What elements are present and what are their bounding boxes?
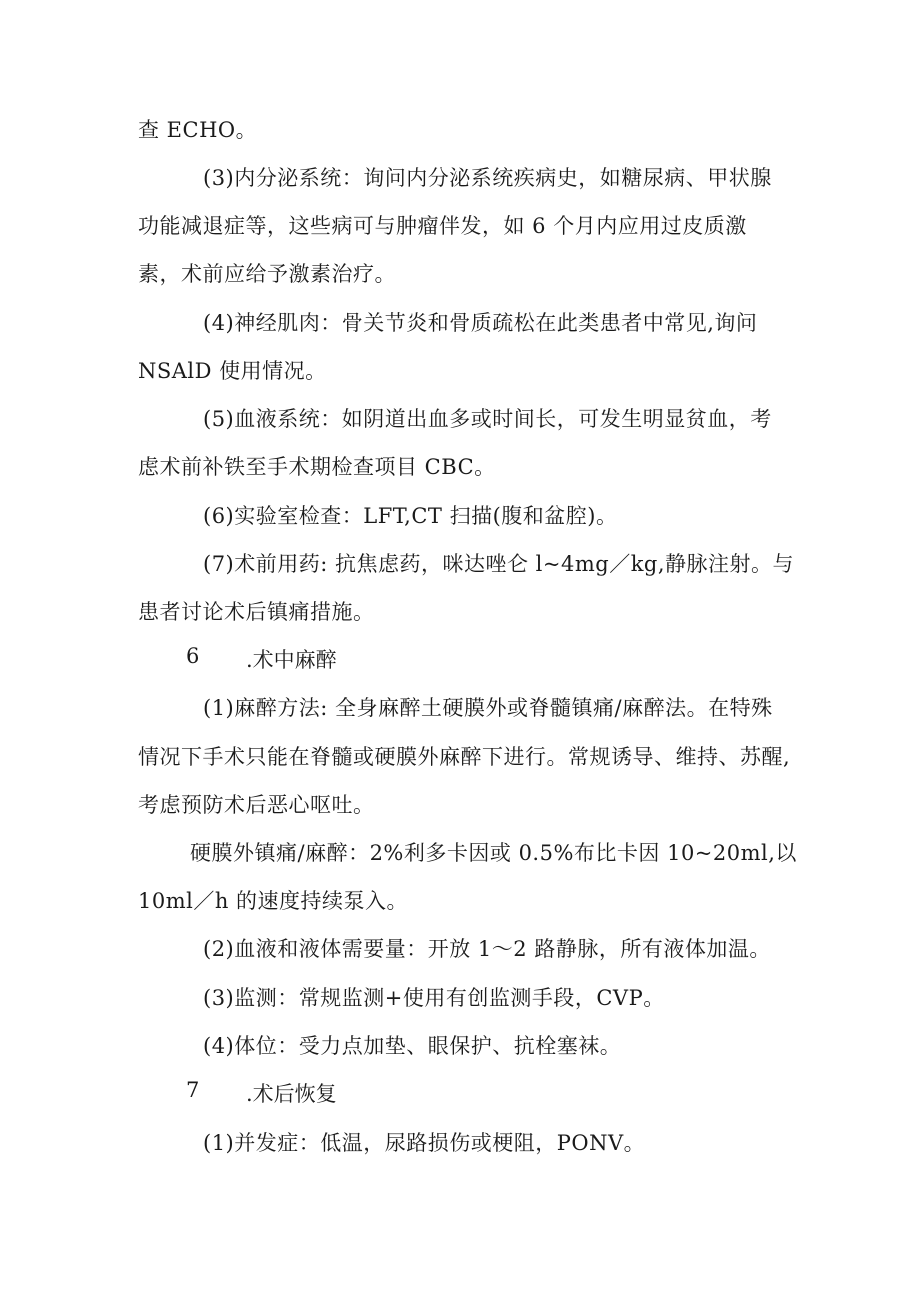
heading-title: .术中麻醉 [246, 648, 337, 672]
text-line: (4)神经肌肉：骨关节炎和骨质疏松在此类患者中常见,询问 [203, 311, 758, 335]
text-line: NSAlD 使用情况。 [138, 359, 327, 383]
text-line: 10ml／h 的速度持续泵入。 [138, 889, 409, 913]
text-line: (3)监测：常规监测+使用有创监测手段，CVP。 [203, 986, 665, 1010]
text-line: (3)内分泌系统：询问内分泌系统疾病史，如糖尿病、甲状腺 [203, 166, 772, 190]
text-line: 患者讨论术后镇痛措施。 [138, 600, 375, 624]
text-line: 素，术前应给予激素治疗。 [138, 262, 396, 286]
text-line: (1)并发症：低温，尿路损伤或梗阻，PONV。 [203, 1131, 646, 1155]
text-line: 情况下手术只能在脊髓或硬膜外麻醉下进行。常规诱导、维持、苏醒, [138, 745, 791, 769]
text-line: (4)体位：受力点加垫、眼保护、抗栓塞袜。 [203, 1034, 622, 1058]
text-line: (2)血液和液体需要量：开放 1～2 路静脉，所有液体加温。 [203, 937, 771, 961]
text-line: (5)血液系统：如阴道出血多或时间长，可发生明显贫血，考 [203, 407, 772, 431]
text-line: 功能减退症等，这些病可与肿瘤伴发，如 6 个月内应用过皮质激 [138, 214, 747, 238]
text-line: 查 ECHO。 [138, 118, 258, 142]
text-line: 虑术前补铁至手术期检查项目 CBC。 [138, 455, 496, 479]
text-line: (7)术前用药: 抗焦虑药，咪达唑仑 l~4mg／kg,静脉注射。与 [203, 552, 795, 576]
text-line: 硬膜外镇痛/麻醉：2%利多卡因或 0.5%布比卡因 10~20ml,以 [190, 841, 797, 865]
heading-number: 7 [186, 1078, 200, 1102]
text-line: 考虑预防术后恶心呕吐。 [138, 793, 375, 817]
text-line: (1)麻醉方法: 全身麻醉土硬膜外或脊髓镇痛/麻醉法。在特殊 [203, 696, 773, 720]
text-line: (6)实验室检查：LFT,CT 扫描(腹和盆腔)。 [203, 504, 618, 528]
heading-title: .术后恢复 [246, 1082, 337, 1106]
heading-number: 6 [186, 644, 200, 668]
